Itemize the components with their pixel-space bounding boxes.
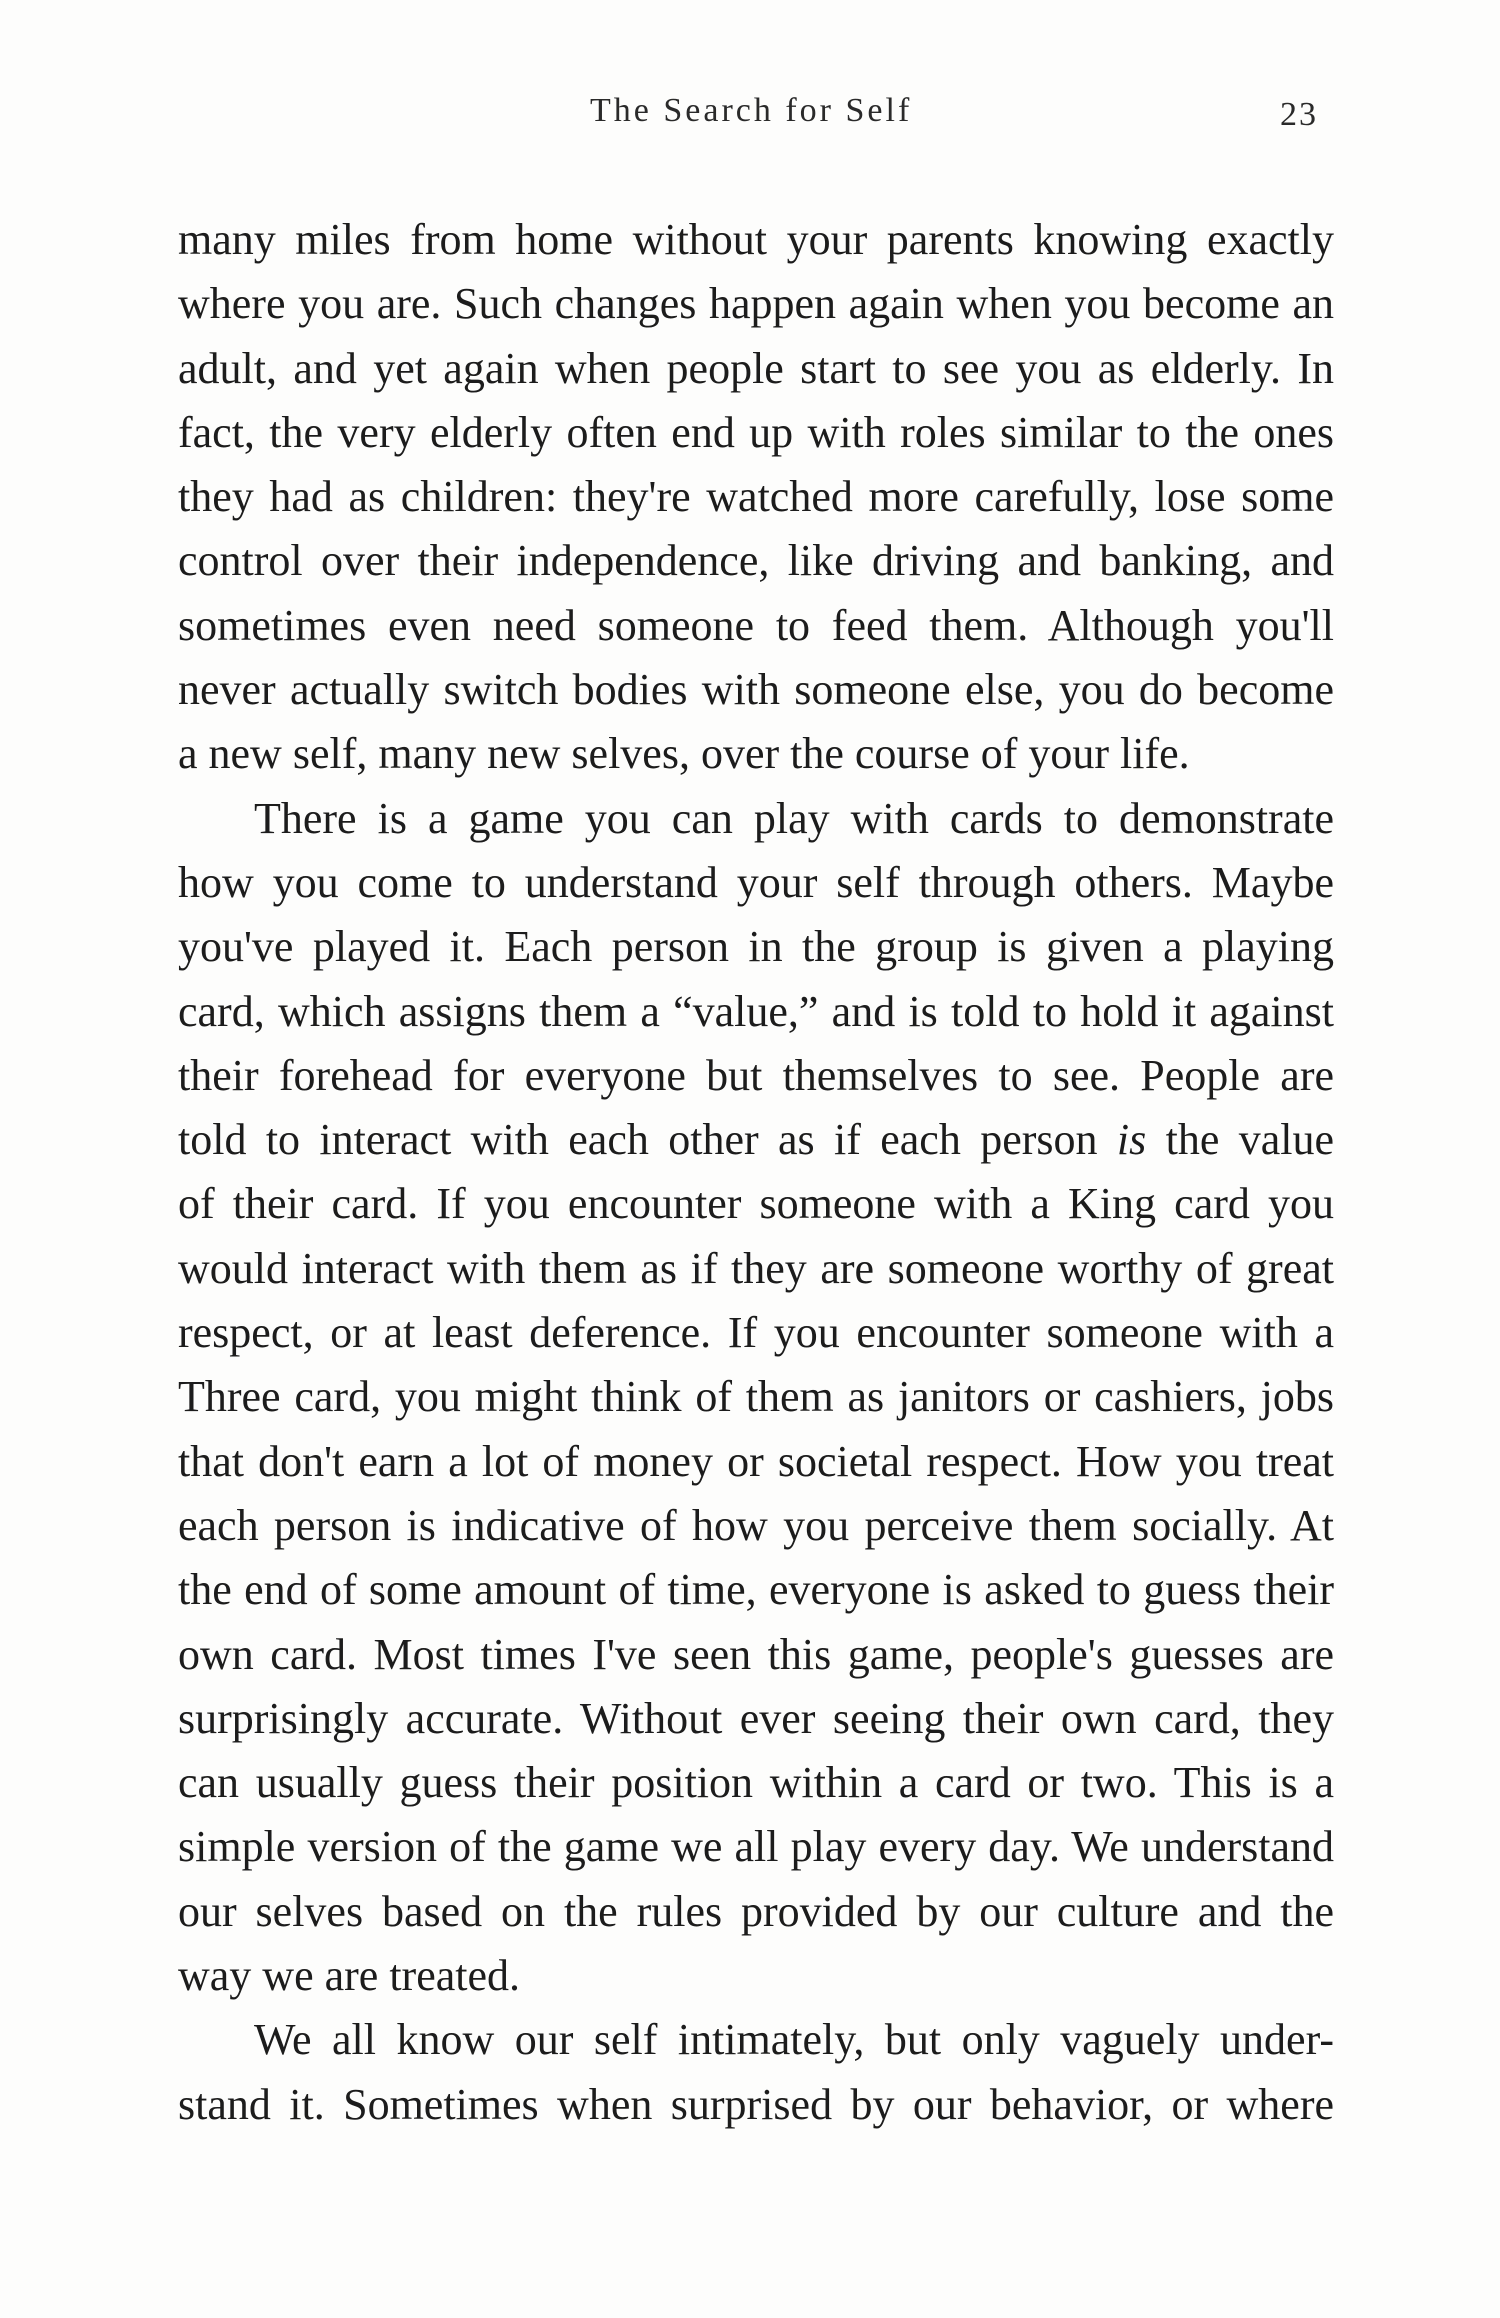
text-line: their forehead for everyone but themselves to see. People are: [178, 1050, 1334, 1100]
text-line: would interact with them as if they are someone worthy of great: [178, 1243, 1334, 1293]
text-line-with-emphasis: [178, 1108, 1334, 1172]
paragraph-2: [178, 787, 1334, 2009]
text-line: Three card, you might think of them as janitors or cashiers, jobs: [178, 1372, 1334, 1422]
text-line: they had as children: they're watched more carefully, lose some: [178, 472, 1334, 522]
text-line: you've played it. Each person in the group is given a playing: [178, 922, 1334, 972]
text-line: simple version of the game we all play every day. We understand: [178, 1822, 1334, 1872]
text-line: card, which assigns them a “value,” and is told to hold it against: [178, 986, 1334, 1036]
text-line: sometimes even need someone to feed them. Although you'll: [178, 600, 1334, 650]
paragraph-3: [178, 2008, 1334, 2137]
text-line: fact, the very elderly often end up with roles similar to the ones: [178, 407, 1334, 457]
page-number: 23: [1280, 96, 1318, 133]
running-header: [0, 92, 1500, 142]
text-line: adult, and yet again when people start to see you as elderly. In: [178, 343, 1334, 393]
text-line: our selves based on the rules provided by our culture and the: [178, 1886, 1334, 1936]
text-run: the value: [1146, 1115, 1334, 1165]
text-line: can usually guess their position within a card or two. This is a: [178, 1758, 1334, 1808]
text-line: a new self, many new selves, over the course of your life.: [178, 729, 1190, 779]
running-title: The Search for Self: [590, 92, 913, 129]
text-line: many miles from home without your parents knowing exactly: [178, 215, 1334, 264]
text-line: the end of some amount of time, everyone is asked to guess their: [178, 1565, 1334, 1615]
text-line: control over their independence, like driving and banking, and: [178, 536, 1334, 586]
text-line: that don't earn a lot of money or societal respect. How you treat: [178, 1436, 1334, 1486]
text-line: surprisingly accurate. Without ever seeing their own card, they: [178, 1693, 1334, 1743]
text-line: how you come to understand your self through others. Maybe: [178, 857, 1334, 907]
text-line: where you are. Such changes happen again when you become an: [178, 279, 1334, 329]
text-line: There is a game you can play with cards to demonstrate: [254, 793, 1334, 843]
text-line: We all know our self intimately, but only vaguely under-: [254, 2015, 1334, 2065]
text-line: stand it. Sometimes when surprised by our behavior, or where: [178, 2079, 1334, 2129]
text-line: own card. Most times I've seen this game, people's guesses are: [178, 1629, 1334, 1679]
paragraph-1: [178, 208, 1334, 787]
body-text: [178, 208, 1334, 2137]
emphasis-word: is: [1116, 1115, 1147, 1165]
text-line: each person is indicative of how you perceive them socially. At: [178, 1500, 1334, 1550]
text-run: told to interact with each other as if each person: [178, 1115, 1117, 1165]
text-line: way we are treated.: [178, 1951, 521, 2001]
text-line: of their card. If you encounter someone with a King card you: [178, 1179, 1334, 1229]
text-line: never actually switch bodies with someone else, you do become: [178, 665, 1334, 715]
text-line: respect, or at least deference. If you encounter someone with a: [178, 1308, 1334, 1358]
